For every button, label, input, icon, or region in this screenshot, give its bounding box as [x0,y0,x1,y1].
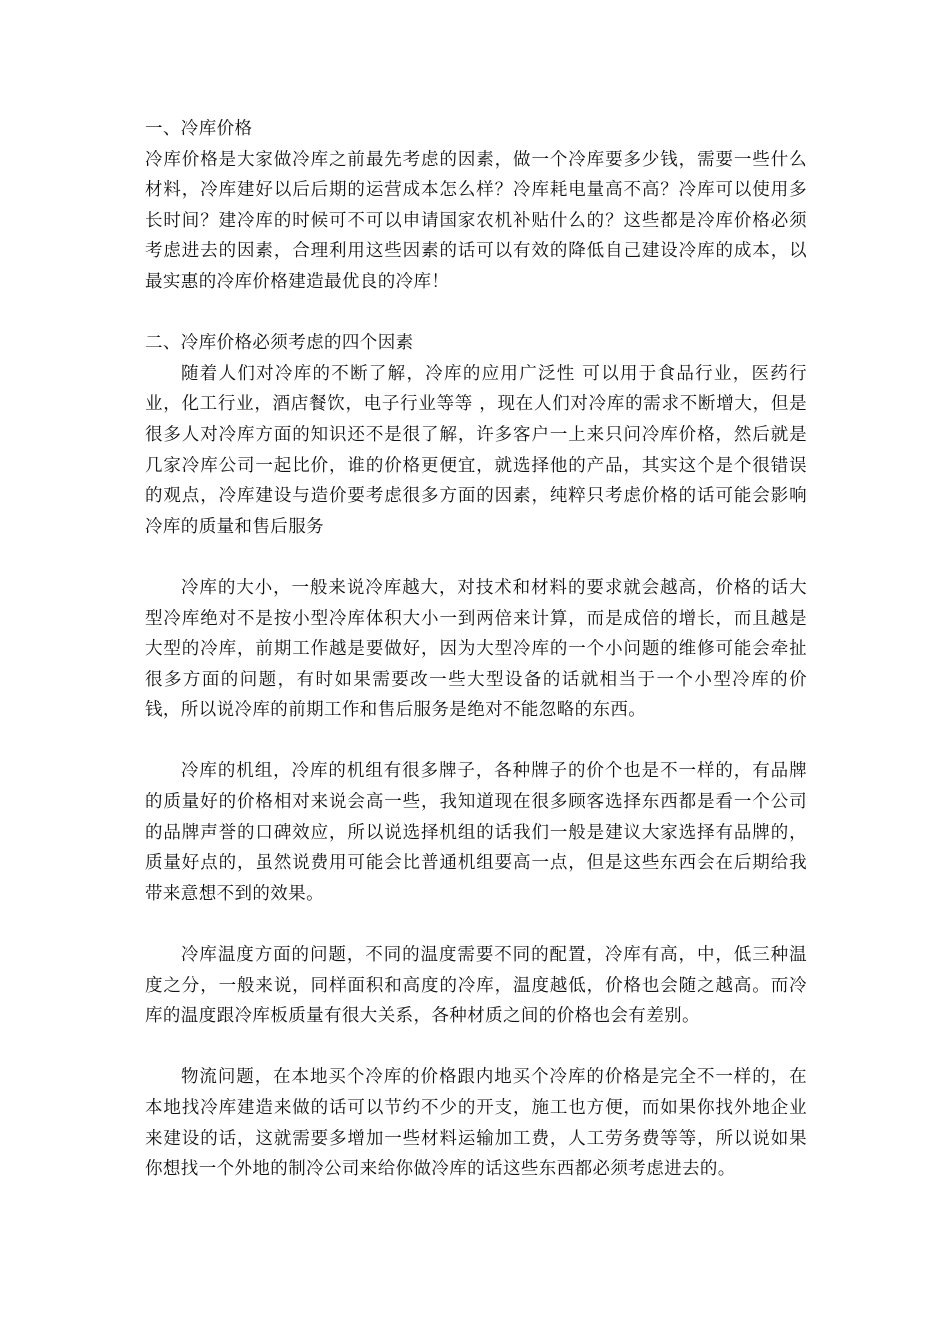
factor-temperature-paragraph: 冷库温度方面的问题，不同的温度需要不同的配置，冷库有高，中，低三种温度之分，一般来说，同样面积和高度的冷库，温度越低，价格也会随之越高。而冷库的温度跟冷库板质量有很大关系，各种材质之间的价格也会有差别。 [145,945,807,1027]
section2-heading: 二、冷库价格必须考虑的四个因素 [145,333,414,354]
section1-heading: 一、冷库价格 [145,119,253,139]
factor-unit-paragraph: 冷库的机组，冷库的机组有很多牌子，各种牌子的价个也是不一样的，有品牌的质量好的价格相对来说会高一些，我知道现在很多顾客选择东西都是看一个公司的品牌声誉的口碑效应，所以说选择机组的话我们一般是建议大家选择有品牌的，质量好点的，虽然说费用可能会比普通机组要高一点，但是这些东西会在后期给我带来意想不到的效果。 [145,761,807,904]
document-page [145,114,807,1185]
paragraph-gap [145,726,807,757]
paragraph-gap [145,1032,807,1063]
section2-intro: 随着人们对冷库的不断了解，冷库的应用广泛性 可以用于食品行业，医药行业，化工行业，酒店餐饮，电子行业等等 ，现在人们对冷库的需求不断增大，但是很多人对冷库方面的知识还不是很了解，许多客户一上来只问冷库价格，然后就是几家冷库公司一起比价，谁的价格更便宜，就选择他的产品，其实这个是个很错误的观点，冷库建设与造价要考虑很多方面的因素，纯粹只考虑价格的话可能会影响冷库的质量和售后服务 [145,363,807,537]
factor-size-paragraph: 冷库的大小，一般来说冷库越大，对技术和材料的要求就会越高，价格的话大型冷库绝对不是按小型冷库体积大小一到两倍来计算，而是成倍的增长，而且越是大型的冷库，前期工作越是要做好，因为大型冷库的一个小问题的维修可能会牵扯很多方面的问题，有时如果需要改一些大型设备的话就相当于一个小型冷库的价钱，所以说冷库的前期工作和售后服务是绝对不能忽略的东西。 [145,577,807,721]
paragraph-gap [145,298,807,329]
factor-logistics-paragraph: 物流问题，在本地买个冷库的价格跟内地买个冷库的价格是完全不一样的，在本地找冷库建造来做的话可以节约不少的开支，施工也方便，而如果你找外地企业来建设的话，这就需要多增加一些材料运输加工费，人工劳务费等等，所以说如果你想找一个外地的制冷公司来给你做冷库的话这些东西都必须考虑进去的。 [145,1067,807,1180]
paragraph-gap [145,542,807,573]
section1-body: 冷库价格是大家做冷库之前最先考虑的因素，做一个冷库要多少钱，需要一些什么材料，冷库建好以后后期的运营成本怎么样？冷库耗电量高不高？冷库可以使用多长时间？建冷库的时候可不可以申请国家农机补贴什么的？这些都是冷库价格必须考虑进去的因素，合理利用这些因素的话可以有效的降低自己建设冷库的成本，以最实惠的冷库价格建造最优良的冷库！ [145,149,807,292]
paragraph-gap [145,909,807,940]
